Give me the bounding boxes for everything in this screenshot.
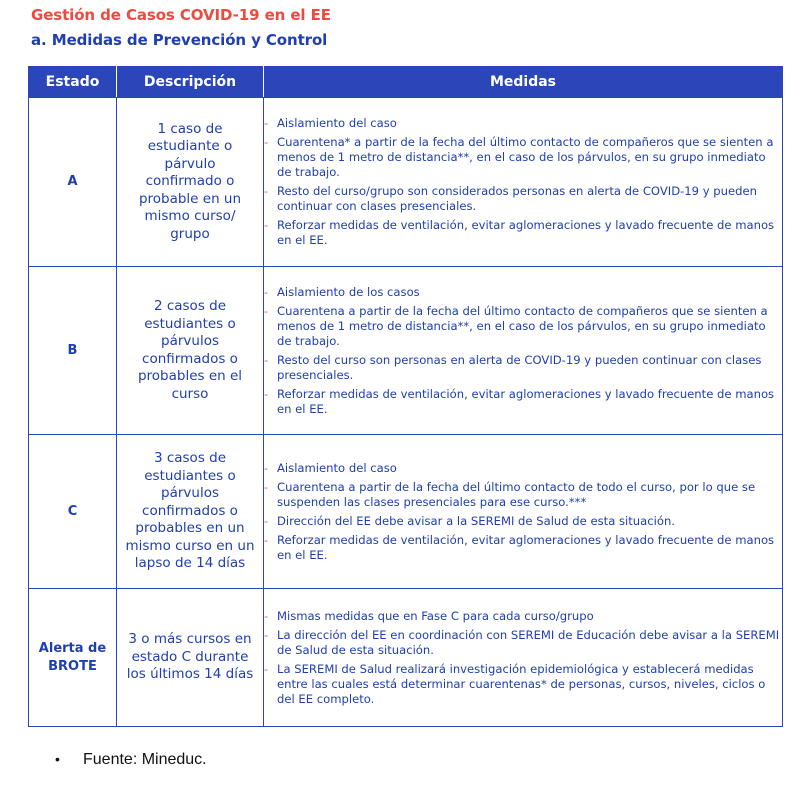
table-row bbox=[29, 267, 783, 435]
list-item: - Aislamiento del caso bbox=[264, 461, 782, 476]
descripcion-cell bbox=[117, 589, 264, 727]
header-descripcion: Descripción bbox=[117, 67, 264, 98]
list-item: - Cuarentena a partir de la fecha del último contacto de todo el curso, por lo que se suspenden las clases presenciales para ese curso.*** bbox=[264, 480, 782, 510]
list-item: - Cuarentena* a partir de la fecha del último contacto de compañeros que se sienten a menos de 1 metro de distancia**, en el caso de los párvulos, en su grupo inmediato de trabajo. bbox=[264, 135, 782, 180]
table-row bbox=[29, 98, 783, 267]
table-row bbox=[29, 589, 783, 727]
cases-table bbox=[28, 66, 783, 727]
source-footnote bbox=[55, 751, 207, 769]
medidas-cell bbox=[264, 435, 783, 589]
list-item: - La dirección del EE en coordinación con SEREMI de Educación debe avisar a la SEREMI de Salud de esta situación. bbox=[264, 628, 782, 658]
descripcion-text: 3 o más cursos en estado C durante los últimos 14 días bbox=[126, 631, 254, 683]
list-item: - Aislamiento del caso bbox=[264, 116, 782, 131]
section-subtitle: a. Medidas de Prevención y Control bbox=[31, 31, 328, 49]
list-item: - Reforzar medidas de ventilación, evitar aglomeraciones y lavado frecuente de manos en el EE. bbox=[264, 218, 782, 248]
descripcion-cell bbox=[117, 435, 264, 589]
list-item: - Aislamiento de los casos bbox=[264, 285, 782, 300]
medidas-cell bbox=[264, 267, 783, 435]
source-text: Fuente: Mineduc. bbox=[83, 751, 207, 768]
medidas-cell bbox=[264, 98, 783, 267]
list-item: - Mismas medidas que en Fase C para cada curso/grupo bbox=[264, 609, 782, 624]
list-item: - Reforzar medidas de ventilación, evitar aglomeraciones y lavado frecuente de manos en el EE. bbox=[264, 387, 782, 417]
descripcion-cell bbox=[117, 267, 264, 435]
list-item: - Cuarentena a partir de la fecha del último contacto de compañeros que se sienten a menos de 1 metro de distancia**, en el caso de los párvulos, en su grupo inmediato de trabajo. bbox=[264, 304, 782, 349]
medidas-cell bbox=[264, 589, 783, 727]
estado-text: Alerta de BROTE bbox=[38, 640, 107, 674]
descripcion-text: 1 caso de estudiante o párvulo confirmado o probable en un mismo curso/ grupo bbox=[138, 120, 242, 242]
descripcion-text: 2 casos de estudiantes o párvulos confirmados o probables en el curso bbox=[137, 298, 243, 402]
estado-cell: A bbox=[29, 98, 117, 267]
list-item: - La SEREMI de Salud realizará investigación epidemiológica y establecerá medidas entre las cuales está determinar cuarentenas* de personas, cursos, niveles, ciclos o del EE completo. bbox=[264, 662, 782, 707]
medidas-list bbox=[264, 285, 782, 417]
list-item: - Resto del curso/grupo son considerados personas en alerta de COVID-19 y pueden continuar con clases presenciales. bbox=[264, 184, 782, 214]
document-title: Gestión de Casos COVID-19 en el EE bbox=[31, 6, 331, 24]
list-item: - Reforzar medidas de ventilación, evitar aglomeraciones y lavado frecuente de manos en el EE. bbox=[264, 533, 782, 563]
table-header-row bbox=[29, 67, 783, 98]
descripcion-cell bbox=[117, 98, 264, 267]
estado-cell bbox=[29, 589, 117, 727]
list-item: - Dirección del EE debe avisar a la SEREMI de Salud de esta situación. bbox=[264, 514, 782, 529]
table-row bbox=[29, 435, 783, 589]
estado-cell: B bbox=[29, 267, 117, 435]
header-medidas: Medidas bbox=[264, 67, 783, 98]
descripcion-text: 3 casos de estudiantes o párvulos confirmados o probables en un mismo curso en un lapso de 14 días bbox=[125, 450, 255, 572]
medidas-list bbox=[264, 609, 782, 707]
medidas-list bbox=[264, 461, 782, 563]
list-item: - Resto del curso son personas en alerta de COVID-19 y pueden continuar con clases presenciales. bbox=[264, 353, 782, 383]
estado-cell: C bbox=[29, 435, 117, 589]
bullet-icon: • bbox=[55, 751, 60, 767]
medidas-list bbox=[264, 116, 782, 248]
header-estado: Estado bbox=[29, 67, 117, 98]
